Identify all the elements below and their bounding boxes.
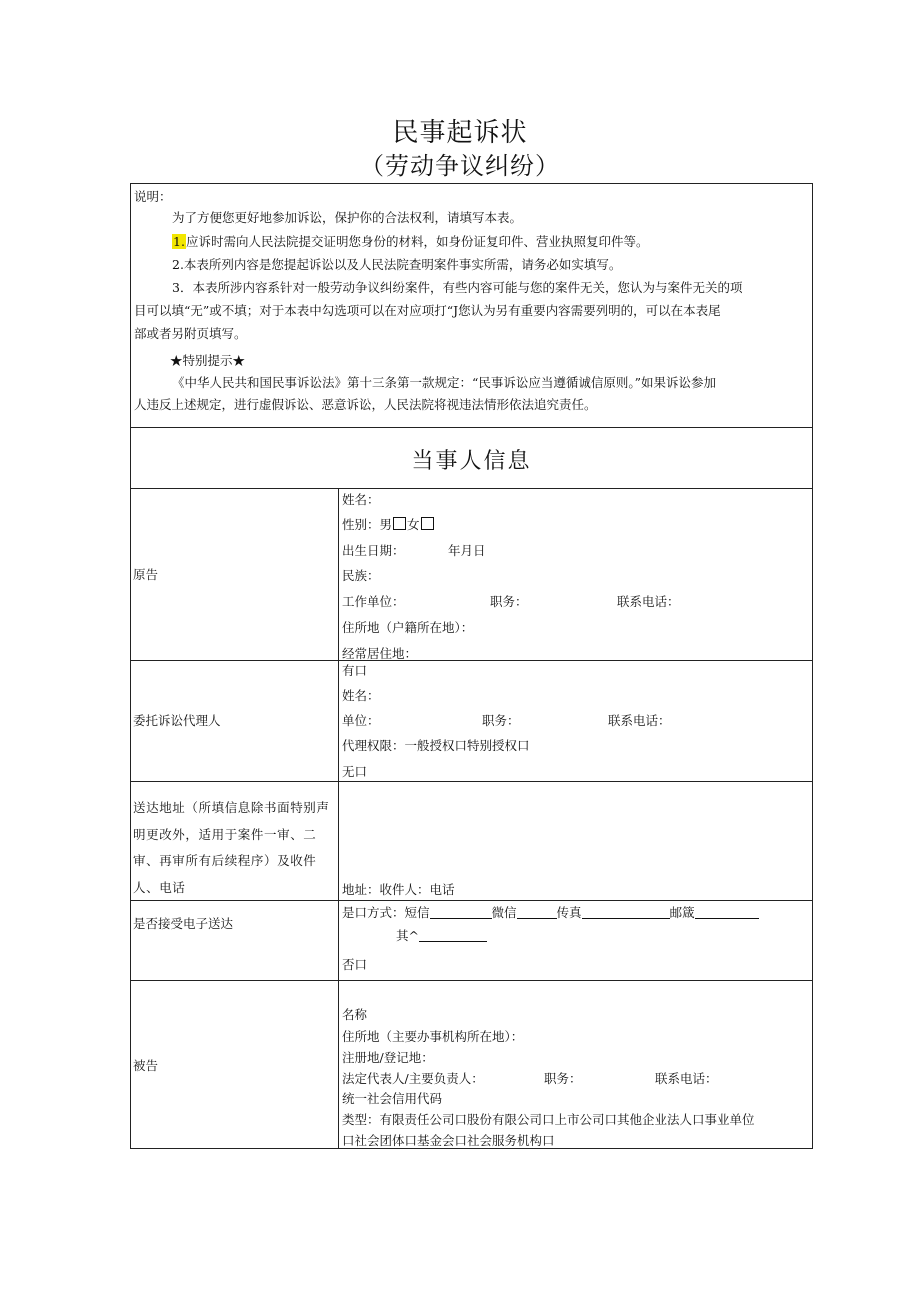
notes-item-1 xyxy=(172,233,648,251)
column-divider xyxy=(338,488,339,1149)
fax-input[interactable] xyxy=(582,906,670,919)
gender-male-label: 男 xyxy=(379,517,393,532)
defendant-registered-field[interactable]: 注册地/登记地： xyxy=(342,1050,434,1065)
plaintiff-birth-label: 出生日期： xyxy=(342,543,405,558)
special-notice-line-1: 《中华人民共和国民事诉讼法》第十三条第一款规定：“民事诉讼应当遵循诚信原则。”如果诉讼参加 xyxy=(172,375,717,390)
plaintiff-work-unit-field[interactable]: 工作单位： xyxy=(342,594,405,609)
defendant-type-options-line-1[interactable]: 类型：有限责任公司口股份有限公司口上市公司口其他企业法人口事业单位 xyxy=(342,1112,755,1127)
notes-heading: 说明： xyxy=(134,189,172,204)
notes-item-2: 2.本表所列内容是您提起诉讼以及人民法院查明案件事实所需，请务必如实填写。 xyxy=(172,257,622,272)
plaintiff-birth-field[interactable]: 年月日 xyxy=(448,543,486,558)
notes-item-3-line-1: 3．本表所涉内容系针对一般劳动争议纠纷案件，有些内容可能与您的案件无关，您认为与案件无关的项 xyxy=(172,280,743,295)
agent-authority-options[interactable]: 代理权限：一般授权口特别授权口 xyxy=(342,738,530,753)
special-notice-heading: ★特别提示★ xyxy=(170,353,246,368)
wechat-label: 微信 xyxy=(491,905,517,920)
electronic-yes-option[interactable]: 是口方式： xyxy=(342,905,405,920)
notes-item-3-line-2: 目可以填“无”或不填；对于本表中勾选项可以在对应项打“J您认为另有重要内容需要列明的，可以在本表尾 xyxy=(134,303,721,318)
agent-phone-field[interactable]: 联系电话： xyxy=(608,713,671,728)
divider-electronic xyxy=(130,980,813,981)
plaintiff-position-field[interactable]: 职务： xyxy=(490,594,528,609)
defendant-domicile-field[interactable]: 住所地（主要办事机构所在地）： xyxy=(342,1029,524,1044)
divider-section-title xyxy=(130,488,813,489)
special-notice-line-2: 人违反上述规定，进行虚假诉讼、恶意诉讼，人民法院将视违法情形依法追究责任。 xyxy=(134,397,597,412)
agent-label: 委托诉讼代理人 xyxy=(133,713,221,728)
sms-label: 短信 xyxy=(404,905,430,920)
male-checkbox[interactable] xyxy=(393,517,406,530)
notes-intro: 为了方便您更好地参加诉讼，保护你的合法权利，请填写本表。 xyxy=(172,210,523,225)
sms-input[interactable] xyxy=(430,906,492,919)
other-label: 其^ xyxy=(396,928,419,943)
plaintiff-residence-field[interactable]: 经常居住地： xyxy=(342,646,418,661)
email-label: 邮箴 xyxy=(669,905,695,920)
divider-agent xyxy=(130,781,813,782)
notes-item-1-text: 应诉时需向人民法院提交证明您身份的材料，如身份证复印件、营业执照复印件等。 xyxy=(185,234,649,249)
plaintiff-domicile-field[interactable]: 住所地（户籍所在地）： xyxy=(342,620,474,635)
plaintiff-gender-row xyxy=(342,516,435,534)
plaintiff-name-field[interactable]: 姓名： xyxy=(342,492,380,507)
divider-plaintiff xyxy=(130,660,813,661)
defendant-credit-code-field[interactable]: 统一社会信用代码 xyxy=(342,1091,443,1106)
document-title: 民事起诉状 xyxy=(392,118,528,148)
electronic-service-other-row xyxy=(396,927,487,945)
notes-item-3-line-3: 部或者另附页填写。 xyxy=(134,326,247,341)
document-subtitle: （劳动争议纠纷） xyxy=(360,152,560,180)
defendant-phone-field[interactable]: 联系电话： xyxy=(655,1071,718,1086)
fax-label: 传真 xyxy=(556,905,582,920)
defendant-type-options-line-2[interactable]: 口社会团体口基金会口社会服务机构口 xyxy=(342,1133,555,1148)
defendant-position-field[interactable]: 职务： xyxy=(544,1071,582,1086)
gender-label: 性别： xyxy=(342,517,380,532)
service-address-label: 送达地址（所填信息除书面特别声明更改外，适用于案件一审、二审、再审所有后续程序）及收件人、电话 xyxy=(133,800,330,895)
plaintiff-ethnicity-field[interactable]: 民族： xyxy=(342,568,380,583)
service-address-field[interactable]: 地址：收件人：电话 xyxy=(342,882,455,897)
defendant-name-field[interactable]: 名称 xyxy=(342,1007,368,1022)
electronic-service-yes-row xyxy=(342,904,759,922)
wechat-input[interactable] xyxy=(517,906,557,919)
agent-name-field[interactable]: 姓名： xyxy=(342,688,380,703)
gender-female-label: 女 xyxy=(407,517,420,532)
email-input[interactable] xyxy=(695,906,759,919)
plaintiff-phone-field[interactable]: 联系电话： xyxy=(617,594,680,609)
divider-notes xyxy=(130,427,813,428)
agent-none-option[interactable]: 无口 xyxy=(342,764,368,779)
defendant-legal-rep-field[interactable]: 法定代表人/主要负责人： xyxy=(342,1071,484,1086)
highlight-mark: 1. xyxy=(173,234,185,249)
party-section-title: 当事人信息 xyxy=(411,449,532,474)
electronic-no-option[interactable]: 否口 xyxy=(342,957,368,972)
agent-position-field[interactable]: 职务： xyxy=(482,713,520,728)
electronic-service-label: 是否接受电子送达 xyxy=(133,916,234,931)
other-input[interactable] xyxy=(419,929,487,942)
agent-has-option[interactable]: 有口 xyxy=(342,663,368,678)
agent-unit-field[interactable]: 单位： xyxy=(342,713,380,728)
female-checkbox[interactable] xyxy=(421,517,434,530)
plaintiff-label: 原告 xyxy=(133,567,159,582)
defendant-label: 被告 xyxy=(133,1058,159,1073)
